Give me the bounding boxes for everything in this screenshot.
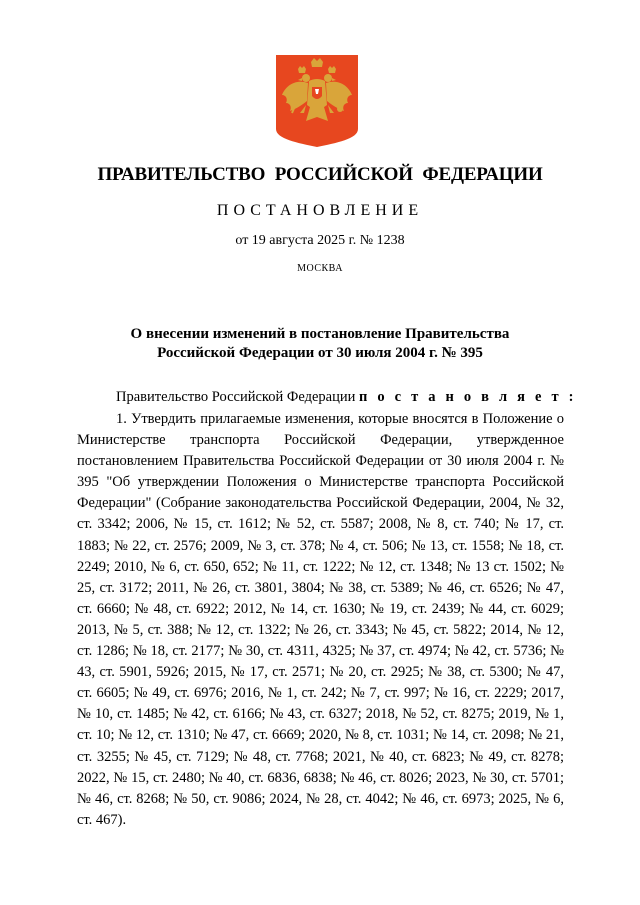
preamble-text: Правительство Российской Федерации	[116, 389, 359, 405]
coat-of-arms-svg	[276, 55, 358, 147]
subject-line-2: Российской Федерации от 30 июля 2004 г. № 395	[157, 345, 483, 361]
government-title: ПРАВИТЕЛЬСТВО РОССИЙСКОЙ ФЕДЕРАЦИИ	[97, 164, 543, 185]
preamble-action: п о с т а н о в л я е т :	[358, 389, 577, 405]
preamble	[116, 389, 577, 406]
document-date-number: от 19 августа 2025 г. № 1238	[235, 233, 405, 248]
document-type: ПОСТАНОВЛЕНИЕ	[216, 202, 424, 219]
document-subject	[0, 325, 640, 363]
subject-line-1: О внесении изменений в постановление Правительства	[130, 326, 510, 342]
coat-of-arms-icon	[276, 55, 358, 147]
paragraph-1: 1. Утвердить прилагаемые изменения, которые вносятся в Положение о Министерстве транспорта Российской Федерации, утвержденное постановлением Правительства Российской Федерации от 30 июля 2004 г. № 395 "Об утверждении Положения о Министерстве транспорта Российской Федерации" (Собрание законодательства Российской Федерации, 2004, № 32, ст. 3342; 2006, № 15, ст. 1612; № 52, ст. 5587; 2008, № 8, ст. 740; № 17, ст. 1883; № 22, ст. 2576; 2009, № 3, ст. 378; № 4, ст. 506; № 13, ст. 1558; № 18, ст. 2249; 2010, № 6, ст. 650, 652; № 11, ст. 1222; № 12, ст. 1348; № 13 ст. 1502; № 25, ст. 3172; 2011, № 26, ст. 3801, 3804; № 38, ст. 5389; № 46, ст. 6526; № 47, ст. 6660; № 48, ст. 6922; 2012, № 14, ст. 1630; № 19, ст. 2439; № 44, ст. 6029; 2013, № 5, ст. 388; № 12, ст. 1322; № 26, ст. 3343; № 45, ст. 5822; 2014, № 12, ст. 1286; № 18, ст. 2177; № 30, ст. 4311, 4325; № 37, ст. 4974; № 42, ст. 5736; № 43, ст. 5901, 5926; 2015, № 17, ст. 2571; № 20, ст. 2925; № 38, ст. 5300; № 47, ст. 6605; № 49, ст. 6976; 2016, № 1, ст. 242; № 7, ст. 997; № 16, ст. 2229; 2017, № 10, ст. 1485; № 42, ст. 6166; № 43, ст. 6327; 2018, № 52, ст. 8275; 2019, № 1, ст. 10; № 12, ст. 1310; № 47, ст. 6669; 2020, № 8, ст. 1031; № 14, ст. 2098; № 21, ст. 3255; № 45, ст. 7129; № 48, ст. 7768; 2021, № 40, ст. 6823; № 49, ст. 8278; 2022, № 15, ст. 2480; № 40, ст. 6836, 6838; № 46, ст. 8026; 2023, № 30, ст. 5701; № 46, ст. 8268; № 50, ст. 9086; 2024, № 28, ст. 4042; № 46, ст. 6973; 2025, № 6, ст. 467).	[77, 411, 564, 828]
document-city: МОСКВА	[297, 263, 343, 274]
